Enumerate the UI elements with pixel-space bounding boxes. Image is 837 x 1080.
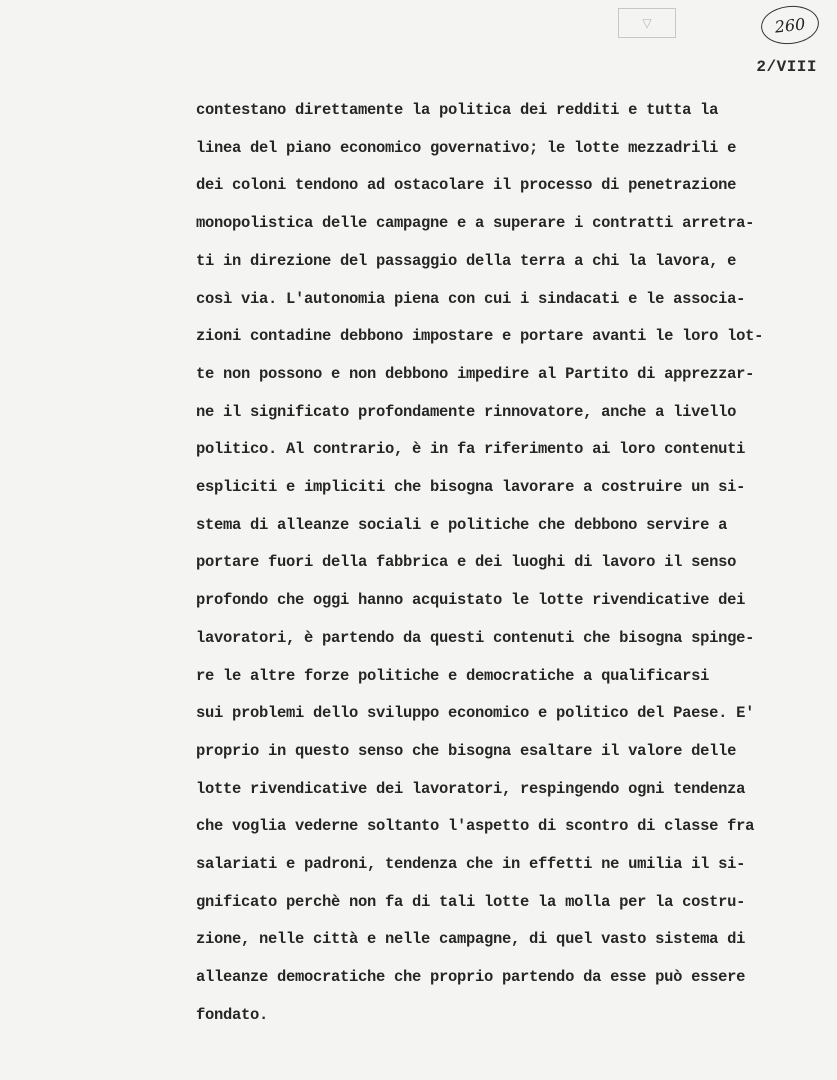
text-line: alleanze democratiche che proprio partendo da esse può essere — [196, 968, 746, 987]
text-line: che voglia vederne soltanto l'aspetto di scontro di classe fra — [196, 817, 755, 836]
text-line: re le altre forze politiche e democratiche a qualificarsi — [196, 666, 710, 685]
text-line: ne il significato profondamente rinnovatore, anche a livello — [196, 402, 737, 421]
text-line: lotte rivendicative dei lavoratori, respingendo ogni tendenza — [196, 779, 746, 798]
typewritten-body — [196, 92, 816, 1035]
text-line: proprio in questo senso che bisogna esaltare il valore delle — [196, 741, 737, 760]
text-line: lavoratori, è partendo da questi contenuti che bisogna spinge- — [196, 628, 755, 647]
text-line: te non possono e non debbono impedire al Partito di apprezzar- — [196, 364, 755, 383]
faint-stamp-mark: ▽ — [618, 8, 676, 38]
text-line: monopolistica delle campagne e a superare i contratti arretra- — [196, 214, 755, 233]
text-line: fondato. — [196, 1005, 269, 1024]
section-label: 2/VIII — [756, 58, 817, 76]
text-line: portare fuori della fabbrica e dei luoghi di lavoro il senso — [196, 553, 737, 572]
text-line: zione, nelle città e nelle campagne, di quel vasto sistema di — [196, 930, 746, 949]
text-line: contestano direttamente la politica dei redditi e tutta la — [196, 101, 719, 119]
text-line: dei coloni tendono ad ostacolare il processo di penetrazione — [196, 176, 737, 195]
text-line: così via. L'autonomia piena con cui i sindacati e le associa- — [196, 289, 746, 308]
text-line: profondo che oggi hanno acquistato le lotte rivendicative dei — [196, 591, 746, 610]
text-line: linea del piano economico governativo; le lotte mezzadrili e — [196, 138, 737, 157]
handwritten-page-number: 260 — [759, 3, 821, 47]
text-line: stema di alleanze sociali e politiche che debbono servire a — [196, 515, 728, 534]
text-line: espliciti e impliciti che bisogna lavorare a costruire un si- — [196, 478, 746, 497]
text-line: salariati e padroni, tendenza che in effetti ne umilia il si- — [196, 855, 746, 874]
text-line: zioni contadine debbono impostare e portare avanti le loro lot- — [196, 327, 764, 346]
text-line: gnificato perchè non fa di tali lotte la molla per la costru- — [196, 892, 746, 911]
text-line: sui problemi dello sviluppo economico e politico del Paese. E' — [196, 704, 755, 723]
text-line: politico. Al contrario, è in fa riferimento ai loro contenuti — [196, 440, 746, 459]
text-line: ti in direzione del passaggio della terra a chi la lavora, e — [196, 251, 737, 270]
